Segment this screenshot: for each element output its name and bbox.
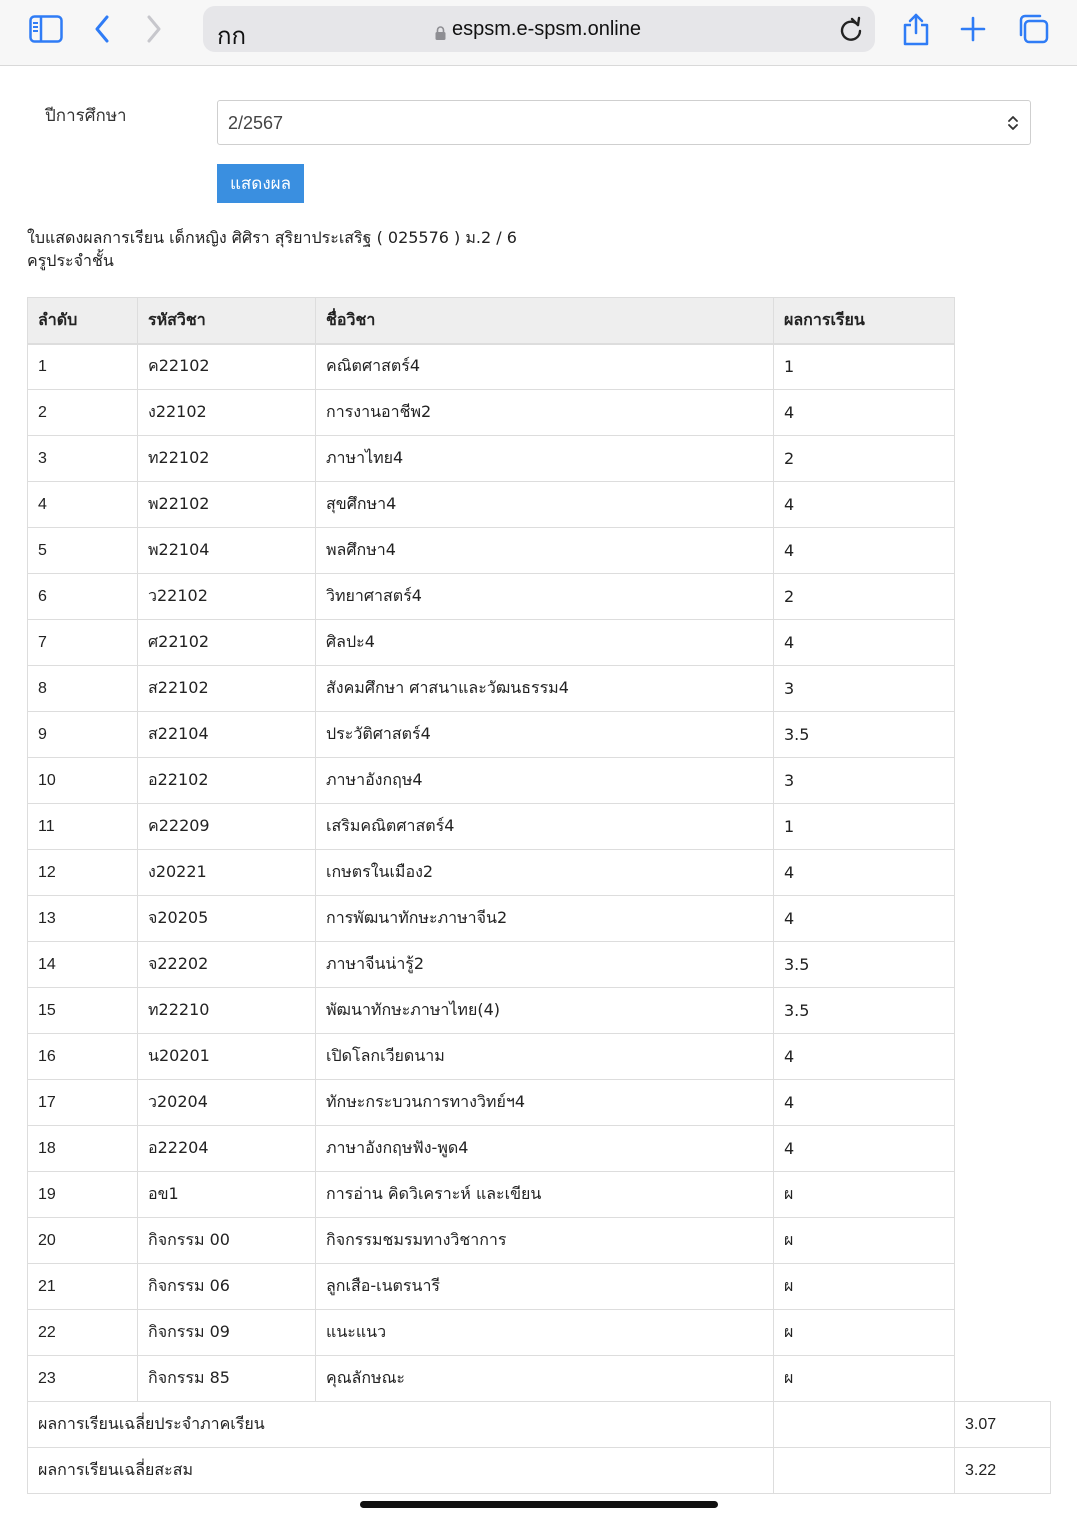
subject-name: วิทยาศาสตร์4 <box>316 574 774 620</box>
table-row <box>28 804 1051 850</box>
blank-cell <box>955 850 1051 896</box>
row-number: 3 <box>28 436 138 482</box>
row-number: 21 <box>28 1264 138 1310</box>
row-number: 5 <box>28 528 138 574</box>
subject-grade: 2 <box>774 436 955 482</box>
blank-cell <box>955 298 1051 344</box>
summary-row <box>28 1448 1051 1494</box>
subject-code: กิจกรรม 00 <box>138 1218 316 1264</box>
subject-grade: ผ <box>774 1356 955 1402</box>
table-row <box>28 390 1051 436</box>
row-number: 16 <box>28 1034 138 1080</box>
subject-code: ง22102 <box>138 390 316 436</box>
row-number: 1 <box>28 344 138 390</box>
subject-name: ภาษาอังกฤษฟัง-พูด4 <box>316 1126 774 1172</box>
subject-grade: ผ <box>774 1310 955 1356</box>
subject-grade: 4 <box>774 620 955 666</box>
subject-code: กิจกรรม 85 <box>138 1356 316 1402</box>
table-header-row <box>28 298 1051 344</box>
row-number: 19 <box>28 1172 138 1218</box>
reload-icon[interactable] <box>839 16 863 46</box>
subject-name: เกษตรในเมือง2 <box>316 850 774 896</box>
blank-cell <box>955 1218 1051 1264</box>
table-row <box>28 528 1051 574</box>
subject-code: กิจกรรม 06 <box>138 1264 316 1310</box>
subject-grade: ผ <box>774 1264 955 1310</box>
subject-code: ง20221 <box>138 850 316 896</box>
subject-name: ภาษาจีนน่ารู้2 <box>316 942 774 988</box>
header-grade: ผลการเรียน <box>774 298 955 344</box>
subject-name: กิจกรรมชมรมทางวิชาการ <box>316 1218 774 1264</box>
subject-name: การงานอาชีพ2 <box>316 390 774 436</box>
blank-cell <box>955 1080 1051 1126</box>
blank-cell <box>955 712 1051 758</box>
subject-grade: 3.5 <box>774 988 955 1034</box>
table-row <box>28 712 1051 758</box>
grades-table <box>27 297 1051 1494</box>
table-row <box>28 988 1051 1034</box>
row-number: 11 <box>28 804 138 850</box>
subject-code: ค22209 <box>138 804 316 850</box>
subject-name: ทักษะกระบวนการทางวิทย์ฯ4 <box>316 1080 774 1126</box>
subject-grade: 4 <box>774 850 955 896</box>
summary-empty-cell <box>774 1448 955 1494</box>
subject-name: ลูกเสือ-เนตรนารี <box>316 1264 774 1310</box>
table-row <box>28 942 1051 988</box>
table-row <box>28 1264 1051 1310</box>
table-row <box>28 850 1051 896</box>
row-number: 6 <box>28 574 138 620</box>
subject-name: คณิตศาสตร์4 <box>316 344 774 390</box>
table-row <box>28 1172 1051 1218</box>
blank-cell <box>955 1310 1051 1356</box>
homeroom-teacher-label: ครูประจำชั้น <box>27 251 114 270</box>
table-row <box>28 574 1051 620</box>
subject-grade: 4 <box>774 528 955 574</box>
summary-row <box>28 1402 1051 1448</box>
report-title: ใบแสดงผลการเรียน เด็กหญิง ศิศิรา สุริยาประเสริฐ ( 025576 ) ม.2 / 6 <box>27 228 517 247</box>
new-tab-icon[interactable] <box>958 14 988 44</box>
blank-cell <box>955 942 1051 988</box>
blank-cell <box>955 988 1051 1034</box>
academic-year-label: ปีการศึกษา <box>45 106 127 126</box>
subject-code: อ22204 <box>138 1126 316 1172</box>
blank-cell <box>955 574 1051 620</box>
header-name: ชื่อวิชา <box>316 298 774 344</box>
blank-cell <box>955 758 1051 804</box>
blank-cell <box>955 1264 1051 1310</box>
subject-code: ท22210 <box>138 988 316 1034</box>
subject-name: ศิลปะ4 <box>316 620 774 666</box>
blank-cell <box>955 1126 1051 1172</box>
table-row <box>28 1310 1051 1356</box>
blank-cell <box>955 1356 1051 1402</box>
subject-name: สุขศึกษา4 <box>316 482 774 528</box>
blank-cell <box>955 804 1051 850</box>
academic-year-select[interactable] <box>217 100 1031 145</box>
forward-icon[interactable] <box>142 14 166 44</box>
subject-grade: 2 <box>774 574 955 620</box>
row-number: 8 <box>28 666 138 712</box>
table-row <box>28 1034 1051 1080</box>
subject-name: ภาษาไทย4 <box>316 436 774 482</box>
subject-code: จ20205 <box>138 896 316 942</box>
blank-cell <box>955 436 1051 482</box>
blank-cell <box>955 1034 1051 1080</box>
row-number: 17 <box>28 1080 138 1126</box>
home-indicator <box>360 1501 718 1508</box>
summary-value: 3.07 <box>955 1402 1051 1448</box>
sidebar-icon[interactable] <box>28 14 64 44</box>
blank-cell <box>955 528 1051 574</box>
row-number: 4 <box>28 482 138 528</box>
subject-grade: 4 <box>774 1034 955 1080</box>
subject-grade: ผ <box>774 1218 955 1264</box>
show-results-button[interactable]: แสดงผล <box>217 164 304 203</box>
report-info <box>27 226 517 272</box>
subject-code: ศ22102 <box>138 620 316 666</box>
table-row <box>28 666 1051 712</box>
subject-code: จ22202 <box>138 942 316 988</box>
table-row <box>28 436 1051 482</box>
subject-code: พ22102 <box>138 482 316 528</box>
table-row <box>28 758 1051 804</box>
url-text: espsm.e-spsm.online <box>452 18 641 40</box>
subject-name: คุณลักษณะ <box>316 1356 774 1402</box>
summary-label: ผลการเรียนเฉลี่ยสะสม <box>28 1448 774 1494</box>
row-number: 10 <box>28 758 138 804</box>
table-row <box>28 1356 1051 1402</box>
subject-code: อ22102 <box>138 758 316 804</box>
row-number: 14 <box>28 942 138 988</box>
blank-cell <box>955 390 1051 436</box>
share-icon[interactable] <box>900 10 932 48</box>
subject-grade: ผ <box>774 1172 955 1218</box>
academic-year-value: 2/2567 <box>228 113 284 133</box>
subject-code: ว22102 <box>138 574 316 620</box>
table-row <box>28 1218 1051 1264</box>
tabs-overview-icon[interactable] <box>1015 12 1051 46</box>
subject-code: ค22102 <box>138 344 316 390</box>
subject-name: พลศึกษา4 <box>316 528 774 574</box>
subject-name: การอ่าน คิดวิเคราะห์ และเขียน <box>316 1172 774 1218</box>
subject-name: สังคมศึกษา ศาสนาและวัฒนธรรม4 <box>316 666 774 712</box>
blank-cell <box>955 482 1051 528</box>
row-number: 15 <box>28 988 138 1034</box>
header-code: รหัสวิชา <box>138 298 316 344</box>
table-row <box>28 1080 1051 1126</box>
blank-cell <box>955 620 1051 666</box>
summary-label: ผลการเรียนเฉลี่ยประจำภาคเรียน <box>28 1402 774 1448</box>
table-row <box>28 1126 1051 1172</box>
subject-name: พัฒนาทักษะภาษาไทย(4) <box>316 988 774 1034</box>
table-row <box>28 896 1051 942</box>
subject-grade: 4 <box>774 1126 955 1172</box>
subject-grade: 4 <box>774 896 955 942</box>
grades-table-body <box>28 344 1051 1494</box>
blank-cell <box>955 1172 1051 1218</box>
lock-icon <box>435 23 446 37</box>
row-number: 20 <box>28 1218 138 1264</box>
subject-name: ประวัติศาสตร์4 <box>316 712 774 758</box>
blank-cell <box>955 666 1051 712</box>
subject-name: แนะแนว <box>316 1310 774 1356</box>
subject-grade: 3.5 <box>774 942 955 988</box>
subject-name: การพัฒนาทักษะภาษาจีน2 <box>316 896 774 942</box>
subject-grade: 4 <box>774 390 955 436</box>
subject-code: ส22104 <box>138 712 316 758</box>
subject-code: ว20204 <box>138 1080 316 1126</box>
row-number: 2 <box>28 390 138 436</box>
subject-code: อข1 <box>138 1172 316 1218</box>
table-row <box>28 620 1051 666</box>
subject-code: ท22102 <box>138 436 316 482</box>
subject-code: พ22104 <box>138 528 316 574</box>
subject-code: น20201 <box>138 1034 316 1080</box>
row-number: 9 <box>28 712 138 758</box>
subject-name: ภาษาอังกฤษ4 <box>316 758 774 804</box>
text-size-button[interactable]: กก <box>217 22 247 50</box>
summary-value: 3.22 <box>955 1448 1051 1494</box>
subject-grade: 3 <box>774 666 955 712</box>
address-bar[interactable] <box>203 6 875 52</box>
table-row <box>28 482 1051 528</box>
table-row <box>28 344 1051 390</box>
subject-grade: 1 <box>774 344 955 390</box>
blank-cell <box>955 344 1051 390</box>
row-number: 18 <box>28 1126 138 1172</box>
row-number: 12 <box>28 850 138 896</box>
summary-empty-cell <box>774 1402 955 1448</box>
header-no: ลำดับ <box>28 298 138 344</box>
row-number: 22 <box>28 1310 138 1356</box>
subject-grade: 1 <box>774 804 955 850</box>
subject-code: กิจกรรม 09 <box>138 1310 316 1356</box>
browser-toolbar <box>0 0 1077 66</box>
chevron-updown-icon <box>1006 113 1020 137</box>
back-icon[interactable] <box>90 14 114 44</box>
row-number: 13 <box>28 896 138 942</box>
subject-name: เสริมคณิตศาสตร์4 <box>316 804 774 850</box>
blank-cell <box>955 896 1051 942</box>
row-number: 23 <box>28 1356 138 1402</box>
subject-code: ส22102 <box>138 666 316 712</box>
row-number: 7 <box>28 620 138 666</box>
subject-grade: 3.5 <box>774 712 955 758</box>
subject-name: เปิดโลกเวียดนาม <box>316 1034 774 1080</box>
subject-grade: 4 <box>774 482 955 528</box>
url-display[interactable] <box>435 18 641 41</box>
subject-grade: 3 <box>774 758 955 804</box>
subject-grade: 4 <box>774 1080 955 1126</box>
